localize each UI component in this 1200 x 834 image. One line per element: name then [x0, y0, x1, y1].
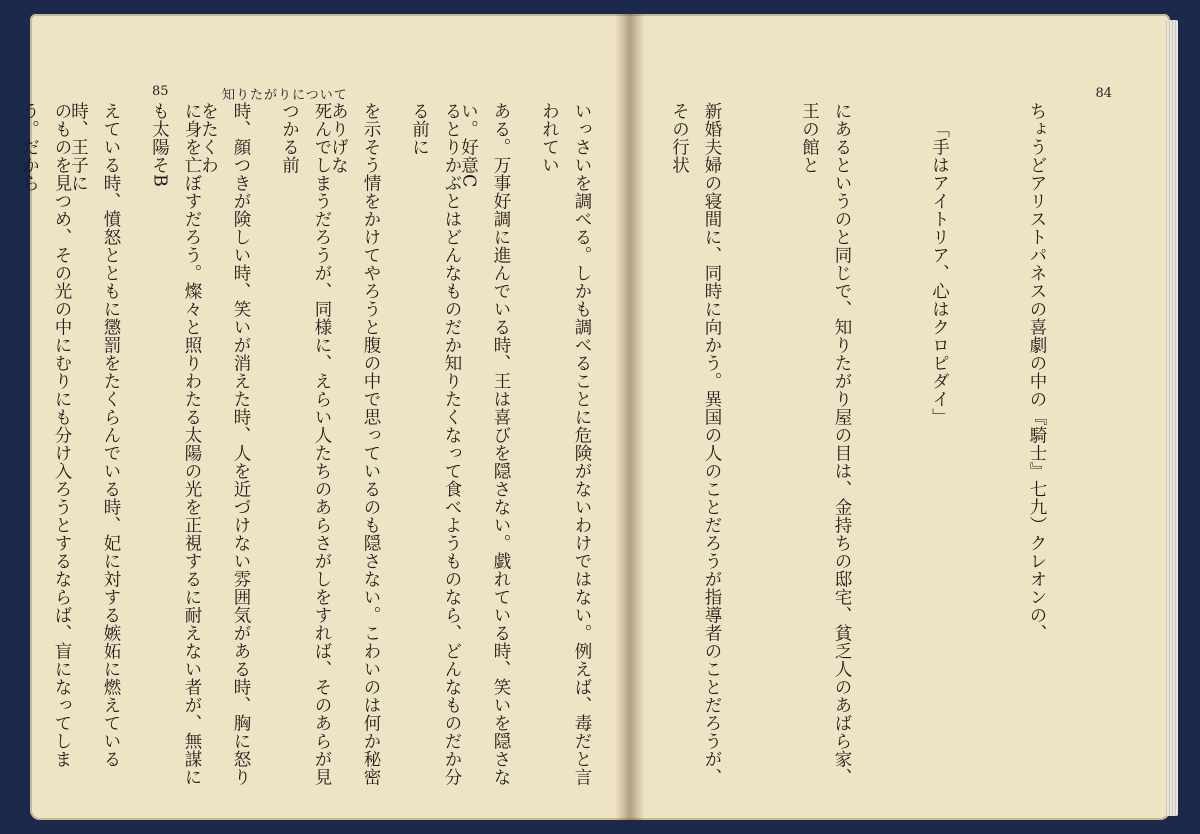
- text-line: 「手はアイトリア、心はクロピダイ」: [929, 119, 950, 426]
- text-line: えている時、憤怒とともに懲罰をたくらんでいる時、妃に対する嫉妬に燃えている時、王子に: [68, 102, 121, 768]
- text-line: るとりかぶとはどんなものだか知りたくなって食べようものなら、どんなものだか分る前に: [409, 102, 462, 786]
- text-line: を示そう情をかけてやろうと腹の中で思っているのも隠さない。こわいのは何か秘密ありげな: [328, 102, 381, 786]
- book-spread: [19, 14, 1170, 820]
- page-edges: [1166, 20, 1178, 816]
- text-line: 新婚夫婦の寝間に、同時に向かう。異国の人のことだろうが指導者のことだろうが、その行状: [669, 102, 722, 786]
- page-number-left: 85: [152, 84, 169, 99]
- text-line: ある。万事好調に進んでいる時、王は喜びを隠さない。戯れている時、笑いを隠さない。好意C: [458, 102, 511, 786]
- text-line: ちょうどアリストパネスの喜劇の中の『騎士』七九）クレオンの、: [1027, 102, 1047, 642]
- text-line: 時、顔つきが険しい時、笑いが消えた時、人を近づけない雰囲気がある時、胸に怒りをたくわ: [198, 102, 251, 786]
- page-number-right: 84: [1095, 86, 1112, 101]
- text-line: に身を亡ぼすだろう。燦々と照りわたる太陽の光を正視するに耐えない者が、無謀にも太陽そB: [149, 102, 202, 786]
- text-line: いっさいを調べる。しかも調べることに危険がないわけではない。例えば、毒だと言われてい: [539, 102, 592, 786]
- text-line: 死んでしまうだろうが、同様に、えらい人たちのあらさがしをすれば、そのあらが見つかる前: [279, 102, 332, 786]
- running-head: 知りたがりについて: [222, 88, 348, 103]
- text-line: にあるというのと同じで、知りたがり屋の目は、金持ちの邸宅、貧乏人のあばら家、王の館と: [799, 102, 852, 786]
- text-line: のものを見つめ、その光の中にむりにも分け入ろうとするならば、盲になってしまう。だから: [19, 102, 72, 768]
